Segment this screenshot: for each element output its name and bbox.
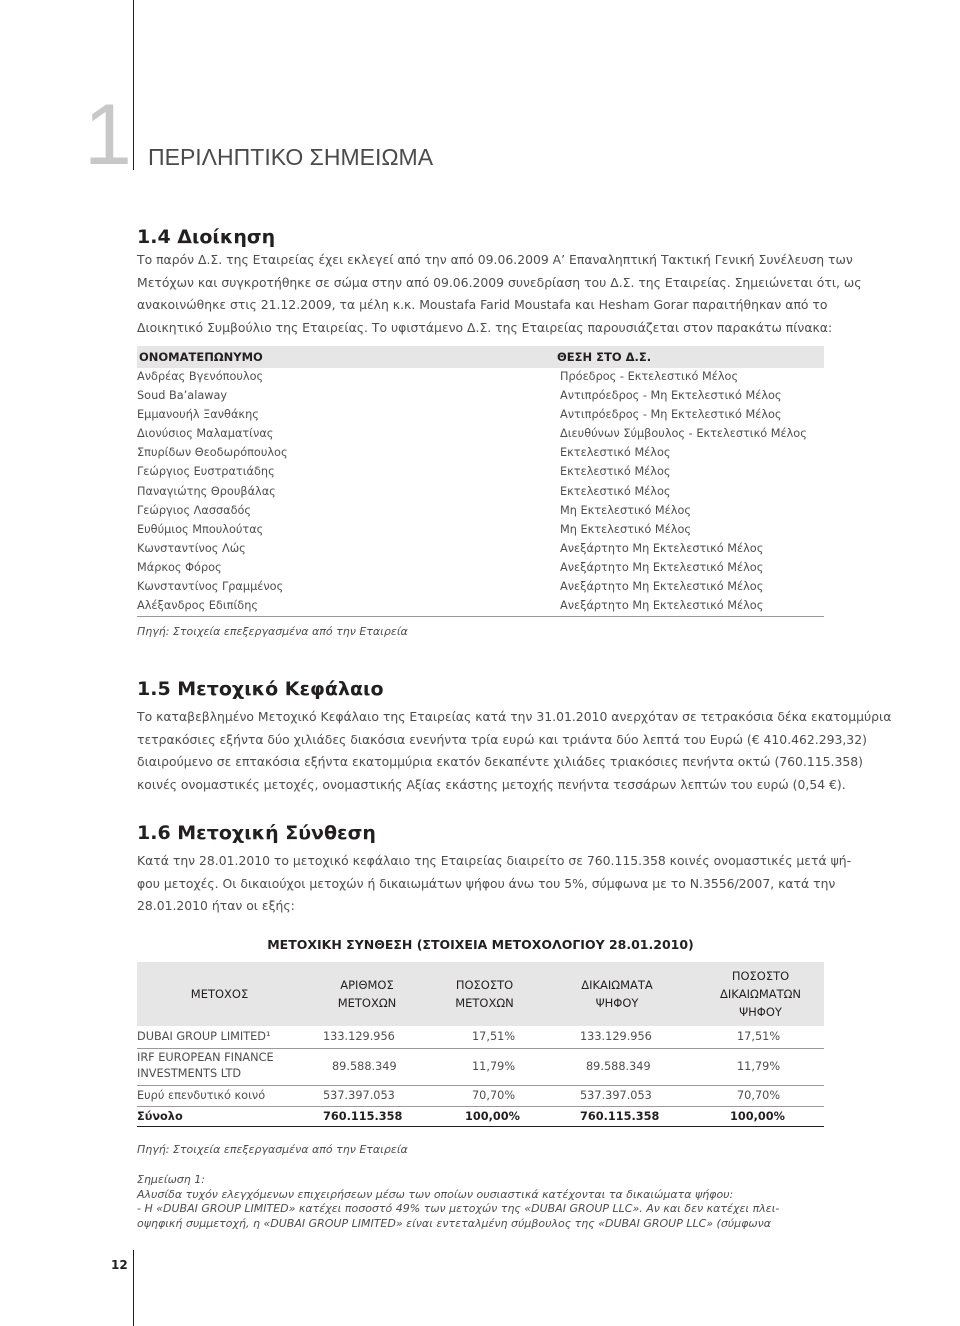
member-name: Κωνσταντίνος Γραμμένος bbox=[137, 580, 284, 594]
votes-count: 133.129.956 bbox=[580, 1030, 652, 1043]
table-row bbox=[137, 406, 824, 425]
member-name: Ανδρέας Βγενόπουλος bbox=[137, 370, 264, 383]
header-text: ΔΙΚΑΙΩΜΑΤΩΝ bbox=[719, 987, 802, 1001]
holder-name: DUBAI GROUP LIMITED¹ bbox=[137, 1030, 271, 1043]
shares-pct: 17,51% bbox=[472, 1030, 516, 1043]
member-name: Γεώργιος Ευστρατιάδης bbox=[137, 465, 275, 479]
member-position: Πρόεδρος - Εκτελεστικό Μέλος bbox=[560, 370, 739, 383]
paragraph-line: φου μετοχές. Οι δικαιούχοι μετοχών ή δικαιωμάτων ψήφου άνω του 5%, σύμφωνα με το Ν.3556/2007, κατά την bbox=[137, 875, 836, 891]
votes-pct: 17,51% bbox=[737, 1030, 781, 1043]
table-row bbox=[137, 444, 824, 463]
votes-count: 537.397.053 bbox=[580, 1089, 652, 1102]
header-text: ΠΟΣΟΣΤΟ bbox=[731, 969, 790, 983]
table-bottom-rule bbox=[137, 616, 824, 617]
section-heading-share-capital: 1.5 Μετοχικό Κεφάλαιο bbox=[137, 678, 384, 700]
member-name: Soud Ba’alaway bbox=[137, 389, 228, 403]
table-row bbox=[137, 502, 824, 521]
member-name: Παναγιώτης Θρουβάλας bbox=[137, 484, 276, 498]
shareholding-table-source: Πηγή: Στοιχεία επεξεργασμένα από την Εταιρεία bbox=[137, 1143, 408, 1156]
footnote-title: Σημείωση 1: bbox=[137, 1173, 205, 1186]
col-shares-header bbox=[302, 976, 432, 1012]
table-row bbox=[137, 597, 824, 616]
board-table-header bbox=[137, 346, 824, 368]
col-votes-header bbox=[537, 976, 697, 1012]
member-position: Ανεξάρτητο Μη Εκτελεστικό Μέλος bbox=[560, 580, 764, 594]
board-table-source: Πηγή: Στοιχεία επεξεργασμένα από την Εταιρεία bbox=[137, 625, 408, 638]
holder-name: Σύνολο bbox=[137, 1110, 183, 1123]
member-name: Σπυρίδων Θεοδωρόπουλος bbox=[137, 446, 288, 460]
shares-pct: 11,79% bbox=[472, 1060, 516, 1073]
table-total-row bbox=[137, 1107, 824, 1127]
header-text: ΑΡΙΘΜΟΣ bbox=[340, 978, 394, 992]
holder-name: Ευρύ επενδυτικό κοινό bbox=[137, 1089, 266, 1102]
header-text: ΨΗΦΟΥ bbox=[739, 1005, 782, 1019]
votes-pct: 100,00% bbox=[730, 1110, 785, 1123]
footnote-line: οψηφική συμμετοχή, η «DUBAI GROUP LIMITED» είναι εντεταλμένη σύμβουλος της «DUBAI GROUP LLC» (σύμφωνα bbox=[137, 1216, 772, 1230]
chapter-rule bbox=[133, 0, 134, 170]
member-position: Ανεξάρτητο Μη Εκτελεστικό Μέλος bbox=[560, 541, 764, 555]
table-row bbox=[137, 483, 824, 502]
shareholding-table-header bbox=[137, 962, 824, 1026]
shares-pct: 100,00% bbox=[465, 1110, 520, 1123]
paragraph-line: τετρακόσιες εξήντα δύο χιλιάδες διακόσια ενενήντα τρία ευρώ και τριάντα δύο λεπτά του Ευρώ (€ 410.462.293,32) bbox=[137, 731, 867, 747]
member-position: Αντιπρόεδρος - Μη Εκτελεστικό Μέλος bbox=[560, 389, 782, 403]
member-name: Μάρκος Φόρος bbox=[137, 560, 222, 574]
member-position: Ανεξάρτητο Μη Εκτελεστικό Μέλος bbox=[560, 599, 764, 613]
paragraph-line: Διοικητικό Συμβούλιο της Εταιρείας. Το υφιστάμενο Δ.Σ. της Εταιρείας παρουσιάζεται στον παρακάτω πίνακα: bbox=[137, 319, 833, 335]
shareholding-table bbox=[137, 962, 824, 1127]
shares-pct: 70,70% bbox=[472, 1089, 516, 1102]
chapter-title: ΠΕΡΙΛΗΠΤΙΚΟ ΣΗΜΕΙΩΜΑ bbox=[148, 144, 434, 170]
header-text: ΜΕΤΟΧΟΣ bbox=[190, 987, 249, 1001]
paragraph-line: Το παρόν Δ.Σ. της Εταιρείας έχει εκλεγεί από την από 09.06.2009 Α’ Επαναληπτική Τακτική Γενική Συνέλευση των bbox=[137, 252, 853, 267]
col-pct-header bbox=[432, 976, 537, 1012]
table-row bbox=[137, 463, 824, 482]
table-row bbox=[137, 540, 824, 559]
col-vote-pct-header bbox=[697, 967, 824, 1021]
footnote-line: - Η «DUBAI GROUP LIMITED» κατέχει ποσοστό 49% των μετοχών της «DUBAI GROUP LLC». Αν και δεν κατέχει πλει- bbox=[137, 1202, 780, 1215]
shares-count: 133.129.956 bbox=[323, 1030, 395, 1043]
member-name: Γεώργιος Λασσαδός bbox=[137, 503, 252, 517]
votes-pct: 70,70% bbox=[737, 1089, 781, 1102]
shares-count: 760.115.358 bbox=[323, 1110, 403, 1123]
member-name: Αλέξανδρος Εδιπίδης bbox=[137, 599, 258, 613]
share-capital-paragraph bbox=[137, 706, 892, 796]
header-text: ΨΗΦΟΥ bbox=[595, 996, 639, 1010]
table-row bbox=[137, 1086, 824, 1107]
paragraph-line: ανακοινώθηκε στις 21.12.2009, τα μέλη κ.κ. Moustafa Farid Moustafa και Hesham Gorar παραιτήθηκαν από το bbox=[137, 297, 828, 312]
col-name-header: ΟΝΟΜΑΤΕΠΩΝΥΜΟ bbox=[139, 350, 263, 364]
shares-count: 537.397.053 bbox=[323, 1089, 395, 1102]
header-text: ΔΙΚΑΙΩΜΑΤΑ bbox=[581, 978, 653, 992]
member-position: Αντιπρόεδρος - Μη Εκτελεστικό Μέλος bbox=[560, 408, 782, 422]
col-holder-header bbox=[137, 985, 302, 1003]
paragraph-line: Μετόχων και συγκροτήθηκε σε σώμα στην από 09.06.2009 συνεδρίαση του Δ.Σ. της Εταιρείας. Σημειώνεται ότι, ως bbox=[137, 274, 862, 290]
paragraph-line: Το καταβεβλημένο Μετοχικό Κεφάλαιο της Εταιρείας κατά την 31.01.2010 ανερχόταν σε τετρακόσια δέκα εκατομμύρια bbox=[137, 709, 892, 724]
member-position: Μη Εκτελεστικό Μέλος bbox=[560, 503, 692, 517]
col-position-header: ΘΕΣΗ ΣΤΟ Δ.Σ. bbox=[557, 350, 652, 364]
member-position: Ανεξάρτητο Μη Εκτελεστικό Μέλος bbox=[560, 560, 764, 574]
paragraph-line: Κατά την 28.01.2010 το μετοχικό κεφάλαιο της Εταιρείας διαιρείτο σε 760.115.358 κοινές ονομαστικές μετά ψή- bbox=[137, 853, 852, 868]
shareholding-table-title: ΜΕΤΟΧΙΚΗ ΣΥΝΘΕΣΗ (ΣΤΟΙΧΕΙΑ ΜΕΤΟΧΟΛΟΓΙΟΥ 28.01.2010) bbox=[267, 937, 694, 952]
table-row bbox=[137, 1026, 824, 1049]
table-row bbox=[137, 387, 824, 406]
table-row bbox=[137, 578, 824, 597]
section-heading-shareholding: 1.6 Μετοχική Σύνθεση bbox=[137, 822, 376, 844]
table-row bbox=[137, 1049, 824, 1086]
member-name: Διονύσιος Μαλαματίνας bbox=[137, 427, 274, 441]
member-position: Εκτελεστικό Μέλος bbox=[560, 484, 671, 498]
holder-name: IRF EUROPEAN FINANCE bbox=[137, 1051, 274, 1064]
management-paragraph bbox=[137, 249, 862, 339]
paragraph-line: διαιρούμενο σε επτακόσια εξήντα εκατομμύρια εκατόν δεκαπέντε χιλιάδες τριακόσιες πενήντα οκτώ (760.115.358) bbox=[137, 754, 863, 769]
table-row bbox=[137, 559, 824, 578]
board-table bbox=[137, 346, 824, 617]
member-name: Εμμανουήλ Ξανθάκης bbox=[137, 408, 259, 422]
votes-pct: 11,79% bbox=[737, 1060, 781, 1073]
section-heading-management: 1.4 Διοίκηση bbox=[137, 226, 276, 248]
shareholding-paragraph bbox=[137, 850, 852, 918]
table-row bbox=[137, 368, 824, 387]
votes-count: 89.588.349 bbox=[586, 1060, 651, 1073]
paragraph-line: κοινές ονομαστικές μετοχές, ονομαστικής Αξίας εκάστης μετοχής πενήντα τεσσάρων λεπτών του ευρώ (0,54 €). bbox=[137, 776, 846, 792]
shares-count: 89.588.349 bbox=[332, 1060, 397, 1073]
footnote bbox=[137, 1173, 827, 1231]
member-name: Ευθύμιος Μπουλούτας bbox=[137, 522, 264, 536]
header-text: ΠΟΣΟΣΤΟ bbox=[455, 978, 514, 992]
page-rule bbox=[133, 1250, 134, 1326]
member-position: Εκτελεστικό Μέλος bbox=[560, 465, 671, 479]
holder-name: INVESTMENTS LTD bbox=[137, 1067, 242, 1080]
member-name: Κωνσταντίνος Λώς bbox=[137, 541, 246, 555]
header-text: ΜΕΤΟΧΩΝ bbox=[337, 996, 397, 1010]
header-text: ΜΕΤΟΧΩΝ bbox=[455, 996, 514, 1010]
table-row bbox=[137, 425, 824, 444]
member-position: Διευθύνων Σύμβουλος - Εκτελεστικό Μέλος bbox=[560, 427, 807, 441]
page-number: 12 bbox=[111, 1258, 128, 1272]
paragraph-line: 28.01.2010 ήταν οι εξής: bbox=[137, 898, 295, 913]
member-position: Εκτελεστικό Μέλος bbox=[560, 446, 671, 460]
footnote-line: Αλυσίδα τυχόν ελεγχόμενων επιχειρήσεων μέσω των οποίων ουσιαστικά κατέχονται τα δικαιώματα ψήφου: bbox=[137, 1187, 734, 1201]
member-position: Μη Εκτελεστικό Μέλος bbox=[560, 522, 692, 536]
table-row bbox=[137, 521, 824, 540]
chapter-number: 1 bbox=[84, 87, 130, 183]
votes-count: 760.115.358 bbox=[580, 1110, 660, 1123]
